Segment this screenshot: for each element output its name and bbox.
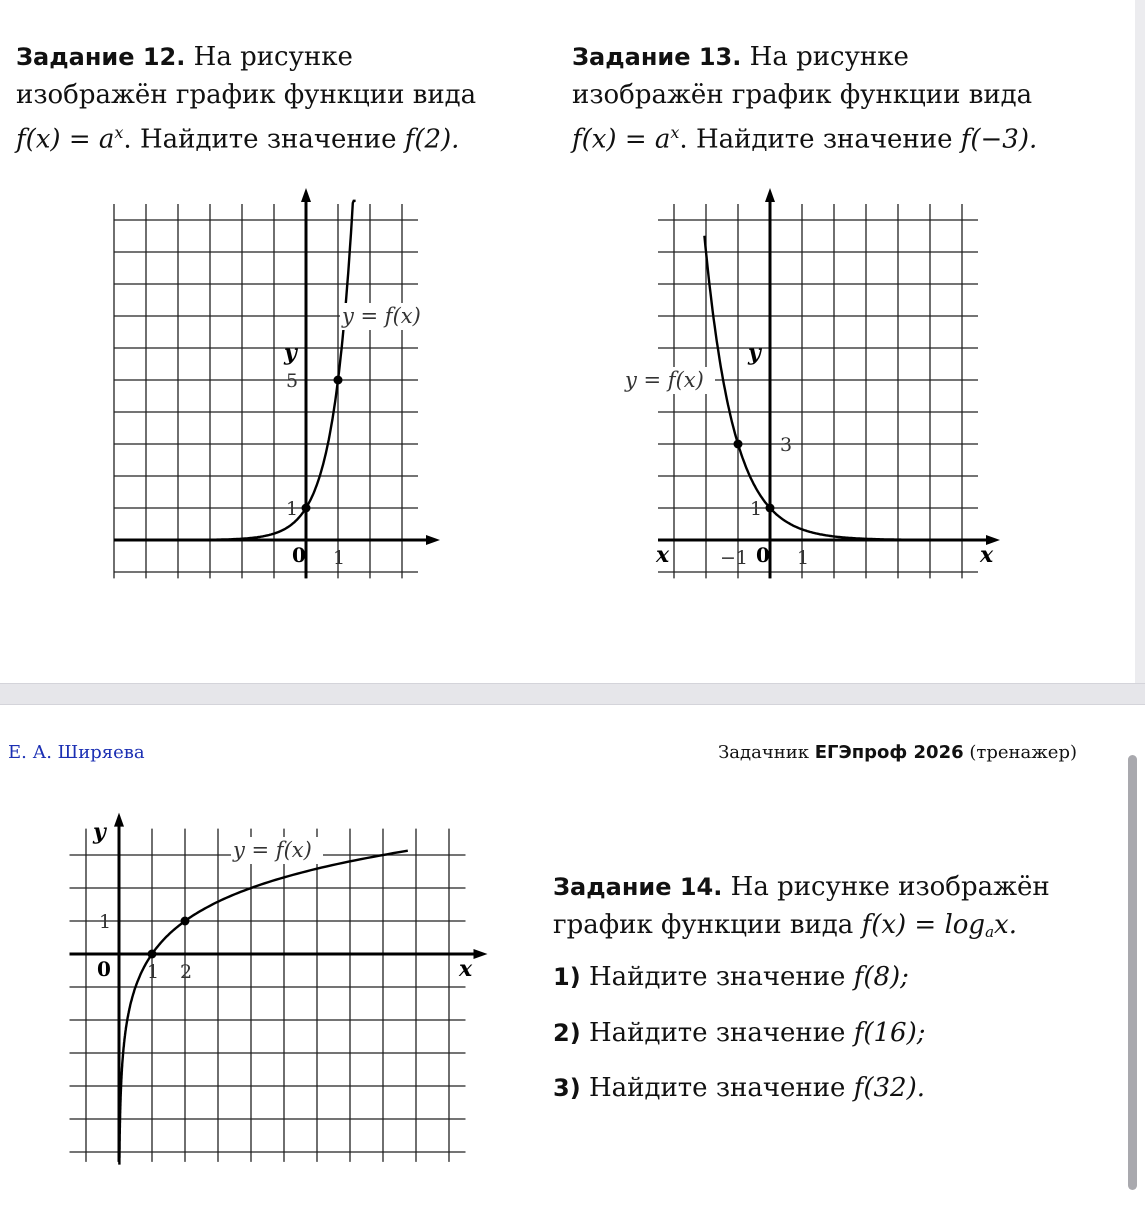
task-13-line-2: изображён график функции вида (572, 80, 1033, 110)
question-2-number: 2) (553, 1019, 581, 1047)
curve-label: y = f(x) (233, 838, 312, 862)
task-12-line-3 (16, 114, 476, 159)
y-axis-label: y (93, 819, 106, 845)
y-axis-arrow (765, 188, 775, 202)
question-2-value: f(16); (853, 1018, 926, 1048)
y-tick-label: 1 (750, 498, 763, 520)
task-13-text-1: На рисунке (749, 42, 909, 72)
y-axis-label: y (748, 340, 761, 366)
x-tick-label: 1 (333, 547, 346, 569)
origin-label: 0 (292, 543, 306, 567)
task-12-line-2: изображён график функции вида (16, 80, 477, 110)
y-axis-label: y (284, 340, 297, 366)
marked-point (181, 917, 190, 926)
page-separator (0, 683, 1145, 705)
book-prefix: Задачник (718, 742, 809, 763)
question-3-value: f(32). (853, 1073, 925, 1103)
task-14-formula: f(x) = log (861, 910, 986, 940)
y-tick-label: 3 (780, 434, 793, 456)
task-14-line-2 (553, 906, 1050, 951)
x-tick-label: 2 (180, 961, 193, 983)
book-title-bold: ЕГЭпроф 2026 (814, 742, 964, 763)
task-12-exponent: x (114, 123, 124, 142)
task-13-line-1 (572, 38, 1037, 76)
question-3-number: 3) (553, 1074, 581, 1102)
x-tick-label: 1 (147, 961, 160, 983)
task-12-formula: f(x) = a (16, 124, 115, 155)
marked-point (302, 504, 311, 513)
curve-label: y = f(x) (342, 304, 421, 328)
marked-point (734, 440, 743, 449)
task-13 (572, 38, 1037, 159)
task-13-heading: Задание 13. (572, 43, 742, 71)
task-12-text-3: . Найдите значение (123, 124, 397, 155)
question-1-number: 1) (553, 963, 581, 991)
y-tick-label: 1 (286, 498, 299, 520)
task-14-text-1: На рисунке изображён (730, 872, 1050, 902)
task-13-target: f(−3). (960, 124, 1038, 155)
y-tick-label: 5 (286, 370, 299, 392)
graph-task-14 (55, 812, 485, 1172)
graph-task-13 (615, 180, 1015, 600)
graph-task-12 (80, 180, 670, 600)
y-axis-arrow (301, 188, 311, 202)
function-curve (119, 851, 407, 1165)
book-suffix: (тренажер) (969, 742, 1077, 763)
task-12-line-1 (16, 38, 476, 76)
x-tick-label: 1 (797, 547, 810, 569)
x-axis-arrow (426, 535, 440, 545)
curve-label: y = f(x) (625, 368, 704, 392)
book-title (718, 742, 1077, 763)
question-2-text: Найдите значение (588, 1018, 846, 1048)
function-curve (704, 236, 971, 540)
task-12-target: f(2). (404, 124, 460, 155)
task-14-log-base: a (985, 923, 995, 941)
scrollbar[interactable] (1128, 755, 1137, 1190)
x-axis-label: x (459, 956, 473, 982)
task-12 (16, 38, 476, 159)
x-axis-arrow (474, 949, 488, 959)
x-axis-label: x (656, 542, 670, 568)
task-13-line-3 (572, 114, 1037, 159)
question-1 (553, 962, 909, 992)
author-name: Е. А. Ширяева (8, 742, 145, 763)
x-tick-label: −1 (720, 547, 749, 569)
origin-label: 0 (97, 957, 111, 981)
question-1-text: Найдите значение (588, 962, 846, 992)
marked-point (148, 950, 157, 959)
y-tick-label: 1 (99, 911, 112, 933)
task-13-text-3: . Найдите значение (679, 124, 953, 155)
page-edge (1135, 0, 1145, 683)
y-axis-arrow (114, 813, 124, 827)
task-14-line-1 (553, 868, 1050, 906)
task-14-heading: Задание 14. (553, 873, 723, 901)
marked-point (334, 376, 343, 385)
question-1-value: f(8); (853, 962, 909, 992)
origin-label: 0 (756, 543, 770, 567)
task-12-text-1: На рисунке (193, 42, 353, 72)
question-3-text: Найдите значение (588, 1073, 846, 1103)
task-13-exponent: x (670, 123, 680, 142)
task-13-formula: f(x) = a (572, 124, 671, 155)
question-3 (553, 1073, 925, 1103)
marked-point (766, 504, 775, 513)
task-12-heading: Задание 12. (16, 43, 186, 71)
task-14 (553, 868, 1050, 951)
question-2 (553, 1018, 925, 1048)
task-14-text-2: график функции вида (553, 910, 854, 940)
x-axis-label: x (980, 542, 994, 568)
task-14-formula-tail: x. (994, 910, 1017, 940)
